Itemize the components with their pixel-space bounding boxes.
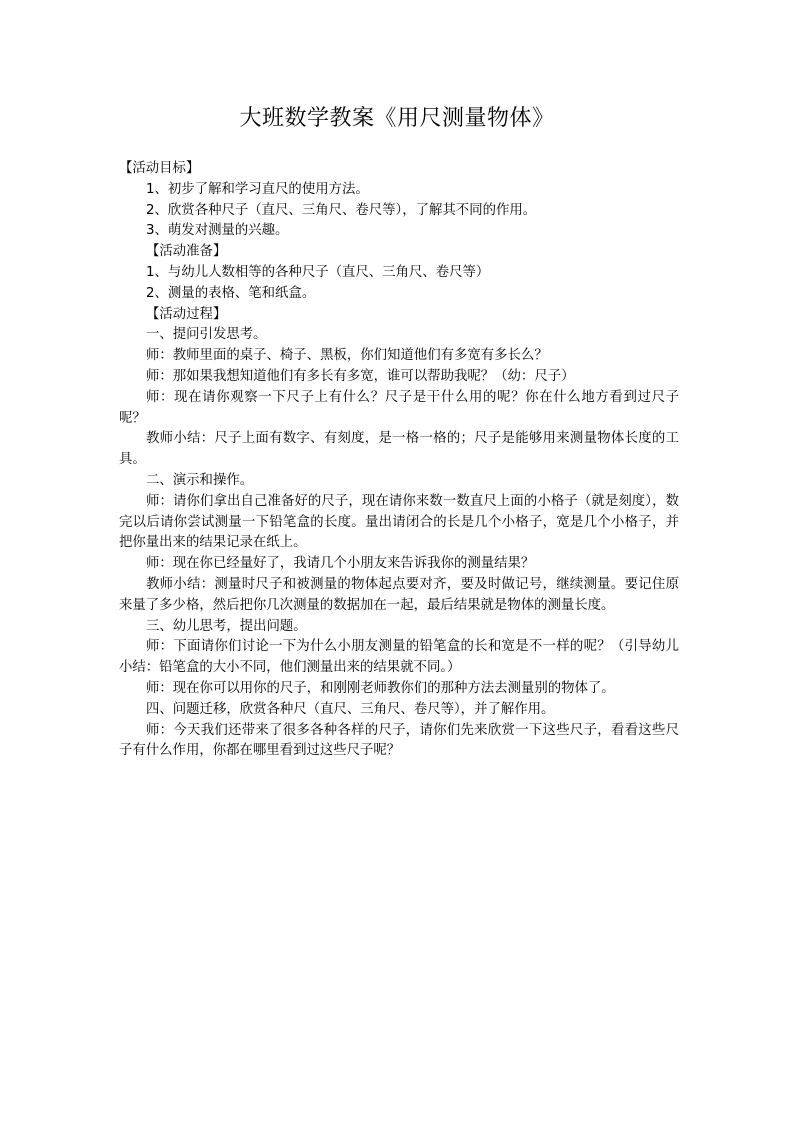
paragraph: 2、测量的表格、笔和纸盒。: [146, 285, 316, 301]
paragraph: 2、欣赏各种尺子（直尺、三角尺、卷尺等），了解其不同的作用。: [146, 202, 537, 218]
paragraph: 一、提问引发思考。: [146, 327, 267, 343]
paragraph: 师：今天我们还带来了很多各种各样的尺子，请你们先来欣赏一下这些尺子，看看这些尺子有什么作用，你都在哪里看到过这些尺子呢？: [119, 722, 679, 759]
section-heading-process: 【活动过程】: [146, 306, 227, 322]
paragraph: 师：教师里面的桌子、椅子、黑板，你们知道他们有多宽有多长么？: [146, 348, 548, 364]
paragraph: 教师小结：测量时尺子和被测量的物体起点要对齐，要及时做记号，继续测量。要记住原来量了多少格，然后把你几次测量的数据加在一起，最后结果就是物体的测量长度。: [119, 576, 679, 613]
paragraph: 3、萌发对测量的兴趣。: [146, 223, 289, 239]
paragraph: 四、问题迁移，欣赏各种尺（直尺、三角尺、卷尺等），并了解作用。: [146, 701, 555, 717]
paragraph: 师：现在你可以用你的尺子，和刚刚老师教你们的那种方法去测量别的物体了。: [146, 680, 615, 696]
document-body: [119, 159, 679, 762]
paragraph: 师：下面请你们讨论一下为什么小朋友测量的铅笔盒的长和宽是不一样的呢？（引导幼儿小结：铅笔盒的大小不同，他们测量出来的结果就不同。）: [119, 639, 679, 676]
paragraph: 师：那如果我想知道他们有多长有多宽，谁可以帮助我呢？（幼：尺子）: [146, 368, 575, 384]
paragraph: 二、演示和操作。: [146, 472, 254, 488]
paragraph: 1、与幼儿人数相等的各种尺子（直尺、三角尺、卷尺等）: [146, 264, 490, 280]
section-heading-preparation: 【活动准备】: [146, 244, 227, 260]
paragraph: 师：现在请你观察一下尺子上有什么？尺子是干什么用的呢？你在什么地方看到过尺子呢？: [119, 389, 679, 426]
paragraph: 师：现在你已经量好了，我请几个小朋友来告诉我你的测量结果？: [146, 556, 535, 572]
document-title: 大班数学教案《用尺测量物体》: [239, 106, 555, 131]
section-heading-goals: 【活动目标】: [119, 161, 200, 176]
paragraph: 三、幼儿思考，提出问题。: [146, 618, 307, 634]
paragraph: 师：请你们拿出自己准备好的尺子，现在请你来数一数直尺上面的小格子（就是刻度），数完以后请你尝试测量一下铅笔盒的长度。量出请闭合的长是几个小格子，宽是几个小格子，并把你量出来的结果记录在纸上。: [119, 493, 679, 551]
paragraph: 1、初步了解和学习直尺的使用方法。: [146, 181, 369, 197]
paragraph: 教师小结：尺子上面有数字、有刻度，是一格一格的；尺子是能够用来测量物体长度的工具。: [119, 431, 679, 468]
